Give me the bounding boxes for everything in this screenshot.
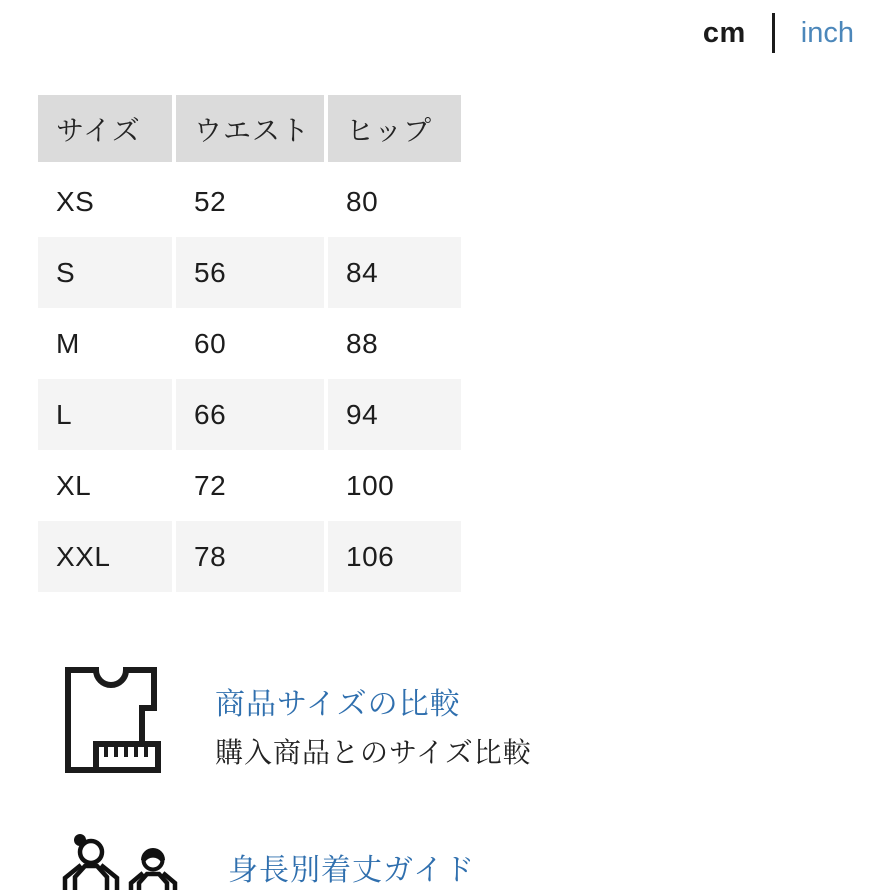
table-cell-hip: 100 [328, 450, 461, 521]
size-table-header [38, 95, 461, 162]
table-cell-size: M [38, 308, 172, 379]
table-cell-hip: 106 [328, 521, 461, 592]
adult-child-icon [58, 833, 188, 895]
unit-divider [772, 13, 775, 53]
table-cell-hip: 88 [328, 308, 461, 379]
table-cell-waist: 66 [176, 379, 324, 450]
table-cell-waist: 78 [176, 521, 324, 592]
tshirt-ruler-icon [60, 658, 164, 783]
unit-inch-button[interactable]: inch [800, 16, 854, 49]
table-cell-size: XXL [38, 521, 172, 592]
table-cell-hip: 84 [328, 237, 461, 308]
table-cell-hip: 80 [328, 166, 461, 237]
table-cell-waist: 52 [176, 166, 324, 237]
unit-cm-button[interactable]: cm [702, 16, 746, 49]
table-cell-hip: 94 [328, 379, 461, 450]
height-length-guide-link[interactable]: 身長別着丈ガイド [228, 854, 476, 887]
table-cell-waist: 72 [176, 450, 324, 521]
column-header-waist: ウエスト [176, 95, 324, 162]
table-cell-size: XS [38, 166, 172, 237]
table-cell-size: L [38, 379, 172, 450]
column-header-hip: ヒップ [328, 95, 461, 162]
table-cell-size: S [38, 237, 172, 308]
product-size-compare-description: 購入商品とのサイズ比較 [215, 737, 532, 768]
unit-toggle [703, 13, 854, 53]
column-header-size: サイズ [38, 95, 172, 162]
table-cell-waist: 56 [176, 237, 324, 308]
table-cell-size: XL [38, 450, 172, 521]
product-size-compare-link[interactable]: 商品サイズの比較 [215, 688, 461, 721]
table-cell-waist: 60 [176, 308, 324, 379]
size-table-body [38, 166, 461, 592]
size-table [38, 95, 461, 592]
